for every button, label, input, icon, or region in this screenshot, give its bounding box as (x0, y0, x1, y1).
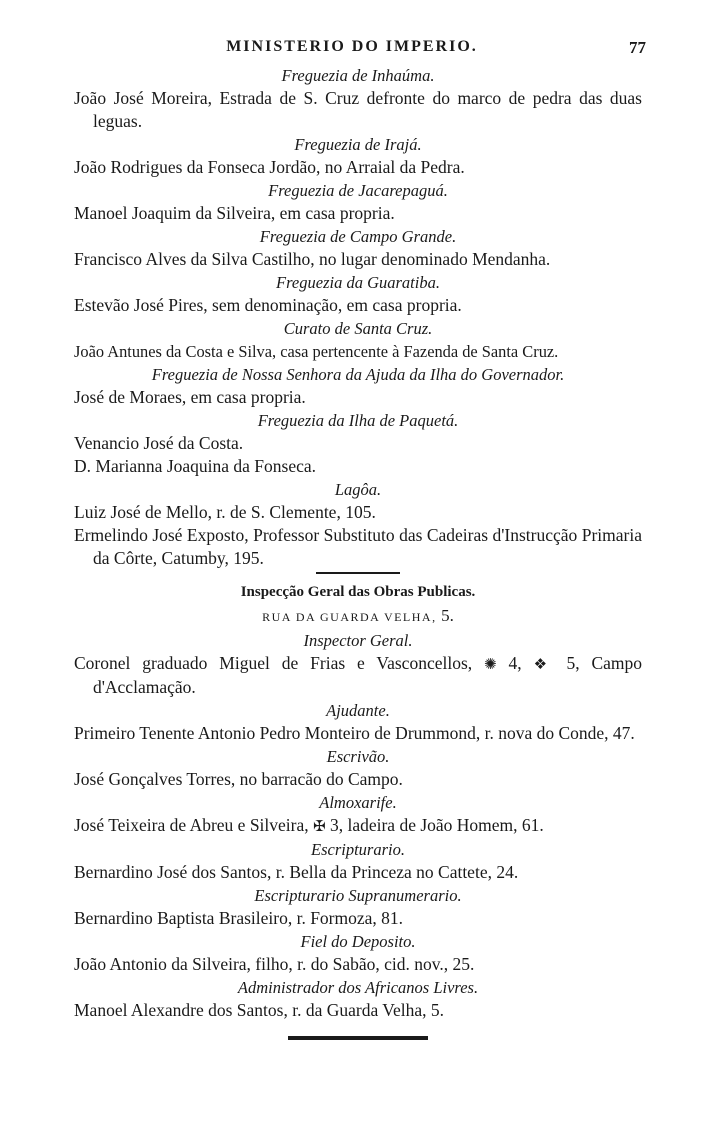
officer-name: José Teixeira de Abreu e Silveira, (74, 815, 309, 835)
office-heading: Ajudante. (326, 701, 390, 720)
office-heading: Escrivão. (326, 747, 390, 766)
office-entry (74, 814, 642, 838)
parish-heading: Freguezia de Campo Grande. (259, 227, 457, 246)
parish-heading: Freguezia de Nossa Senhora da Ajuda da Ilha do Governador. (151, 365, 565, 384)
parish-heading: Freguezia da Guaratiba. (276, 273, 440, 292)
parish-heading: Freguezia de Irajá. (294, 135, 422, 154)
parish-section (74, 133, 642, 179)
officer-detail: 4, (508, 653, 522, 673)
page-number: 77 (629, 38, 646, 57)
parish-section (74, 363, 642, 409)
parish-heading: Lagôa. (334, 480, 382, 499)
cross-insignia-icon: ✠ (313, 817, 326, 835)
parish-section (74, 271, 642, 317)
parish-entry: D. Marianna Joaquina da Fonseca. (74, 456, 317, 476)
office-entry: José Gonçalves Torres, no barracão do Campo. (74, 769, 403, 789)
office-entry: Primeiro Tenente Antonio Pedro Monteiro de Drummond, r. nova do Conde, 47. (74, 723, 635, 743)
parish-entry: Estevão José Pires, sem denominação, em casa propria. (74, 295, 462, 315)
office-heading: Almoxarife. (319, 793, 397, 812)
office-heading: Administrador dos Africanos Livres. (237, 978, 479, 997)
officer-name: Coronel graduado Miguel de Frias e Vasconcellos, (74, 653, 473, 673)
address-street: RUA DA GUARDA VELHA, (262, 610, 437, 624)
section-divider (316, 572, 400, 574)
order-cross-icon: ❖ (533, 655, 555, 673)
parish-heading: Curato de Santa Cruz. (283, 319, 433, 338)
parish-entry: José de Moraes, em casa propria. (74, 387, 306, 407)
parish-section (74, 409, 642, 478)
office-entry: João Antonio da Silveira, filho, r. do Sabão, cid. nov., 25. (74, 954, 475, 974)
parish-entry: Manoel Joaquim da Silveira, em casa propria. (74, 203, 395, 223)
page-body (74, 64, 642, 1040)
order-insignia-icon: ✺ (484, 655, 497, 673)
office-heading: Escripturario. (311, 840, 405, 859)
parish-entry: João José Moreira, Estrada de S. Cruz defronte do marco de pedra das duas leguas. (74, 88, 642, 131)
parish-heading: Freguezia da Ilha de Paquetá. (257, 411, 459, 430)
running-title: MINISTERIO DO IMPERIO. (226, 38, 478, 55)
parish-entry: Venancio José da Costa. (74, 433, 244, 453)
inspection-section (74, 580, 642, 1022)
closing-rule (288, 1036, 428, 1040)
office-heading: Fiel do Deposito. (300, 932, 416, 951)
parish-section (74, 478, 642, 570)
parish-entry: Ermelindo José Exposto, Professor Substituto das Cadeiras d'Instrucção Primaria da Côrte, Catumby, 195. (74, 525, 642, 568)
parish-heading: Freguezia de Jacarepaguá. (268, 181, 448, 200)
office-entry: Manoel Alexandre dos Santos, r. da Guarda Velha, 5. (74, 1000, 445, 1020)
parish-entry: Luiz José de Mello, r. de S. Clemente, 105. (74, 502, 376, 522)
office-heading: Inspector Geral. (303, 631, 413, 650)
running-head (0, 34, 704, 58)
parish-section (74, 317, 642, 363)
section-title: Inspecção Geral das Obras Publicas. (240, 584, 476, 600)
address-number: 5. (441, 606, 454, 625)
office-entry: Bernardino José dos Santos, r. Bella da Princeza no Cattete, 24. (74, 862, 519, 882)
parish-section (74, 179, 642, 225)
office-entry: Bernardino Baptista Brasileiro, r. Formoza, 81. (74, 908, 404, 928)
officer-address: 3, ladeira de João Homem, 61. (329, 815, 544, 835)
parish-heading: Freguezia de Inhaúma. (281, 66, 435, 85)
office-entry (74, 652, 642, 699)
parish-entry: João Antunes da Costa e Silva, casa pertencente à Fazenda de Santa Cruz. (74, 342, 559, 361)
parish-section (74, 225, 642, 271)
parish-entry: João Rodrigues da Fonseca Jordão, no Arraial da Pedra. (74, 157, 465, 177)
officer-address: 5, Campo d'Acclamação. (93, 653, 643, 697)
office-heading: Escripturario Supranumerario. (254, 886, 462, 905)
parish-section (74, 64, 642, 133)
parish-entry: Francisco Alves da Silva Castilho, no lugar denominado Mendanha. (74, 249, 551, 269)
section-address (74, 604, 642, 629)
